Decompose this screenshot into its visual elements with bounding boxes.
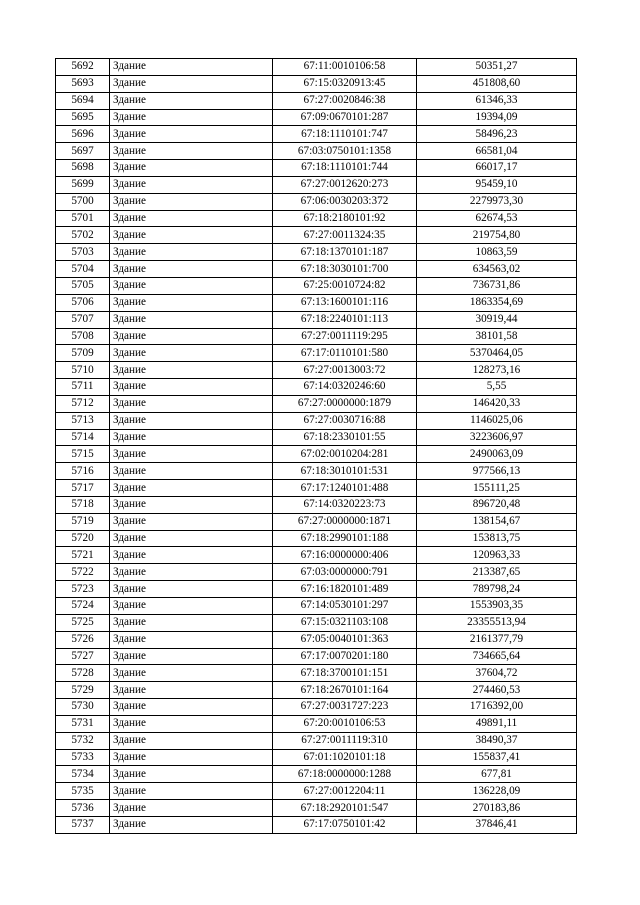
object-type-cell: Здание — [110, 732, 273, 749]
row-number-cell: 5737 — [56, 816, 110, 833]
table-row — [56, 143, 577, 160]
object-type-cell: Здание — [110, 816, 273, 833]
cadastral-value-cell: 66581,04 — [417, 143, 577, 160]
cadastral-number-cell: 67:18:2920101:547 — [273, 800, 417, 817]
cadastral-value-cell: 138154,67 — [417, 513, 577, 530]
cadastral-number-cell: 67:14:0530101:297 — [273, 598, 417, 615]
cadastral-number-cell: 67:27:0011119:310 — [273, 732, 417, 749]
table-row — [56, 446, 577, 463]
object-type-cell: Здание — [110, 766, 273, 783]
table-row — [56, 160, 577, 177]
cadastral-number-cell: 67:18:3010101:531 — [273, 463, 417, 480]
table-row — [56, 210, 577, 227]
object-type-cell: Здание — [110, 800, 273, 817]
row-number-cell: 5725 — [56, 614, 110, 631]
object-type-cell: Здание — [110, 395, 273, 412]
cadastral-value-cell: 38490,37 — [417, 732, 577, 749]
cadastral-number-cell: 67:13:1600101:116 — [273, 294, 417, 311]
table-row — [56, 496, 577, 513]
cadastral-number-cell: 67:18:1110101:747 — [273, 126, 417, 143]
cadastral-value-cell: 153813,75 — [417, 530, 577, 547]
table-row — [56, 75, 577, 92]
table-row — [56, 631, 577, 648]
row-number-cell: 5703 — [56, 244, 110, 261]
cadastral-value-cell: 155837,41 — [417, 749, 577, 766]
cadastral-value-cell: 30919,44 — [417, 311, 577, 328]
cadastral-number-cell: 67:02:0010204:281 — [273, 446, 417, 463]
cadastral-value-cell: 120963,33 — [417, 547, 577, 564]
cadastral-number-cell: 67:17:0070201:180 — [273, 648, 417, 665]
cadastral-number-cell: 67:27:0012204:11 — [273, 783, 417, 800]
cadastral-value-cell: 219754,80 — [417, 227, 577, 244]
cadastral-number-cell: 67:14:0320223:73 — [273, 496, 417, 513]
cadastral-value-cell: 2490063,09 — [417, 446, 577, 463]
cadastral-number-cell: 67:03:0000000:791 — [273, 564, 417, 581]
cadastral-value-cell: 49891,11 — [417, 715, 577, 732]
row-number-cell: 5731 — [56, 715, 110, 732]
row-number-cell: 5705 — [56, 277, 110, 294]
table-row — [56, 598, 577, 615]
cadastral-number-cell: 67:20:0010106:53 — [273, 715, 417, 732]
row-number-cell: 5701 — [56, 210, 110, 227]
cadastral-number-cell: 67:27:0011324:35 — [273, 227, 417, 244]
cadastral-value-cell: 2279973,30 — [417, 193, 577, 210]
cadastral-number-cell: 67:15:0320913:45 — [273, 75, 417, 92]
cadastral-number-cell: 67:27:0011119:295 — [273, 328, 417, 345]
table-row — [56, 261, 577, 278]
object-type-cell: Здание — [110, 227, 273, 244]
object-type-cell: Здание — [110, 547, 273, 564]
cadastral-number-cell: 67:01:1020101:18 — [273, 749, 417, 766]
row-number-cell: 5704 — [56, 261, 110, 278]
object-type-cell: Здание — [110, 429, 273, 446]
object-type-cell: Здание — [110, 294, 273, 311]
table-row — [56, 92, 577, 109]
table-row — [56, 749, 577, 766]
cadastral-value-cell: 1146025,06 — [417, 412, 577, 429]
object-type-cell: Здание — [110, 496, 273, 513]
cadastral-number-cell: 67:27:0030716:88 — [273, 412, 417, 429]
row-number-cell: 5733 — [56, 749, 110, 766]
object-type-cell: Здание — [110, 176, 273, 193]
row-number-cell: 5710 — [56, 362, 110, 379]
object-type-cell: Здание — [110, 598, 273, 615]
object-type-cell: Здание — [110, 261, 273, 278]
table-row — [56, 126, 577, 143]
object-type-cell: Здание — [110, 210, 273, 227]
row-number-cell: 5692 — [56, 59, 110, 76]
cadastral-value-cell: 62674,53 — [417, 210, 577, 227]
cadastral-number-cell: 67:25:0010724:82 — [273, 277, 417, 294]
cadastral-value-cell: 270183,86 — [417, 800, 577, 817]
object-type-cell: Здание — [110, 699, 273, 716]
row-number-cell: 5709 — [56, 345, 110, 362]
cadastral-value-cell: 1863354,69 — [417, 294, 577, 311]
row-number-cell: 5708 — [56, 328, 110, 345]
table-row — [56, 513, 577, 530]
cadastral-number-cell: 67:18:2670101:164 — [273, 682, 417, 699]
table-row — [56, 816, 577, 833]
cadastral-value-cell: 274460,53 — [417, 682, 577, 699]
cadastral-number-cell: 67:14:0320246:60 — [273, 379, 417, 396]
table-row — [56, 530, 577, 547]
table-row — [56, 800, 577, 817]
object-type-cell: Здание — [110, 513, 273, 530]
cadastral-number-cell: 67:17:0750101:42 — [273, 816, 417, 833]
cadastral-value-cell: 5,55 — [417, 379, 577, 396]
cadastral-number-cell: 67:16:0000000:406 — [273, 547, 417, 564]
object-type-cell: Здание — [110, 193, 273, 210]
row-number-cell: 5722 — [56, 564, 110, 581]
cadastral-value-cell: 677,81 — [417, 766, 577, 783]
cadastral-value-cell: 451808,60 — [417, 75, 577, 92]
table-row — [56, 109, 577, 126]
row-number-cell: 5697 — [56, 143, 110, 160]
object-type-cell: Здание — [110, 463, 273, 480]
cadastral-number-cell: 67:16:1820101:489 — [273, 581, 417, 598]
cadastral-number-cell: 67:27:0020846:38 — [273, 92, 417, 109]
cadastral-value-cell: 734665,64 — [417, 648, 577, 665]
cadastral-number-cell: 67:27:0000000:1871 — [273, 513, 417, 530]
table-row — [56, 176, 577, 193]
table-row — [56, 699, 577, 716]
cadastral-number-cell: 67:18:0000000:1288 — [273, 766, 417, 783]
object-type-cell: Здание — [110, 277, 273, 294]
table-body — [56, 59, 577, 834]
object-type-cell: Здание — [110, 715, 273, 732]
cadastral-value-cell: 634563,02 — [417, 261, 577, 278]
object-type-cell: Здание — [110, 59, 273, 76]
object-type-cell: Здание — [110, 328, 273, 345]
cadastral-number-cell: 67:15:0321103:108 — [273, 614, 417, 631]
row-number-cell: 5717 — [56, 480, 110, 497]
cadastral-value-cell: 128273,16 — [417, 362, 577, 379]
cadastral-value-cell: 1716392,00 — [417, 699, 577, 716]
row-number-cell: 5712 — [56, 395, 110, 412]
table-row — [56, 429, 577, 446]
row-number-cell: 5698 — [56, 160, 110, 177]
cadastral-number-cell: 67:09:0670101:287 — [273, 109, 417, 126]
row-number-cell: 5716 — [56, 463, 110, 480]
row-number-cell: 5724 — [56, 598, 110, 615]
cadastral-value-cell: 2161377,79 — [417, 631, 577, 648]
row-number-cell: 5713 — [56, 412, 110, 429]
table-row — [56, 345, 577, 362]
cadastral-value-cell: 155111,25 — [417, 480, 577, 497]
object-type-cell: Здание — [110, 311, 273, 328]
row-number-cell: 5730 — [56, 699, 110, 716]
cadastral-value-cell: 789798,24 — [417, 581, 577, 598]
table-row — [56, 227, 577, 244]
row-number-cell: 5695 — [56, 109, 110, 126]
object-type-cell: Здание — [110, 648, 273, 665]
cadastral-value-cell: 37846,41 — [417, 816, 577, 833]
table-row — [56, 395, 577, 412]
table-row — [56, 682, 577, 699]
cadastral-number-cell: 67:18:2240101:113 — [273, 311, 417, 328]
row-number-cell: 5729 — [56, 682, 110, 699]
table-row — [56, 614, 577, 631]
table-row — [56, 379, 577, 396]
table-row — [56, 732, 577, 749]
object-type-cell: Здание — [110, 379, 273, 396]
object-type-cell: Здание — [110, 631, 273, 648]
object-type-cell: Здание — [110, 109, 273, 126]
object-type-cell: Здание — [110, 412, 273, 429]
table-row — [56, 648, 577, 665]
object-type-cell: Здание — [110, 92, 273, 109]
table-row — [56, 783, 577, 800]
row-number-cell: 5727 — [56, 648, 110, 665]
row-number-cell: 5694 — [56, 92, 110, 109]
table-row — [56, 244, 577, 261]
table-row — [56, 463, 577, 480]
row-number-cell: 5699 — [56, 176, 110, 193]
object-type-cell: Здание — [110, 446, 273, 463]
object-type-cell: Здание — [110, 682, 273, 699]
cadastral-value-cell: 1553903,35 — [417, 598, 577, 615]
table-row — [56, 294, 577, 311]
table-row — [56, 277, 577, 294]
cadastral-value-cell: 5370464,05 — [417, 345, 577, 362]
cadastral-number-cell: 67:18:3030101:700 — [273, 261, 417, 278]
cadastral-number-cell: 67:27:0031727:223 — [273, 699, 417, 716]
table-row — [56, 328, 577, 345]
cadastral-number-cell: 67:17:1240101:488 — [273, 480, 417, 497]
object-type-cell: Здание — [110, 480, 273, 497]
row-number-cell: 5714 — [56, 429, 110, 446]
cadastral-value-cell: 19394,09 — [417, 109, 577, 126]
cadastral-number-cell: 67:05:0040101:363 — [273, 631, 417, 648]
table-row — [56, 311, 577, 328]
table-row — [56, 480, 577, 497]
row-number-cell: 5723 — [56, 581, 110, 598]
object-type-cell: Здание — [110, 783, 273, 800]
table-row — [56, 547, 577, 564]
cadastral-value-cell: 736731,86 — [417, 277, 577, 294]
cadastral-number-cell: 67:17:0110101:580 — [273, 345, 417, 362]
cadastral-number-cell: 67:18:3700101:151 — [273, 665, 417, 682]
row-number-cell: 5700 — [56, 193, 110, 210]
object-type-cell: Здание — [110, 160, 273, 177]
row-number-cell: 5719 — [56, 513, 110, 530]
object-type-cell: Здание — [110, 581, 273, 598]
cadastral-value-cell: 10863,59 — [417, 244, 577, 261]
row-number-cell: 5718 — [56, 496, 110, 513]
row-number-cell: 5734 — [56, 766, 110, 783]
cadastral-number-cell: 67:18:1370101:187 — [273, 244, 417, 261]
row-number-cell: 5728 — [56, 665, 110, 682]
table-row — [56, 412, 577, 429]
row-number-cell: 5735 — [56, 783, 110, 800]
object-type-cell: Здание — [110, 530, 273, 547]
table-row — [56, 665, 577, 682]
cadastral-value-cell: 58496,23 — [417, 126, 577, 143]
cadastral-value-cell: 136228,09 — [417, 783, 577, 800]
object-type-cell: Здание — [110, 614, 273, 631]
table-row — [56, 564, 577, 581]
object-type-cell: Здание — [110, 564, 273, 581]
cadastral-value-cell: 61346,33 — [417, 92, 577, 109]
object-type-cell: Здание — [110, 143, 273, 160]
object-type-cell: Здание — [110, 75, 273, 92]
object-type-cell: Здание — [110, 665, 273, 682]
cadastral-value-cell: 896720,48 — [417, 496, 577, 513]
table-row — [56, 581, 577, 598]
row-number-cell: 5693 — [56, 75, 110, 92]
row-number-cell: 5736 — [56, 800, 110, 817]
cadastral-value-cell: 66017,17 — [417, 160, 577, 177]
object-type-cell: Здание — [110, 244, 273, 261]
cadastral-value-cell: 3223606,97 — [417, 429, 577, 446]
object-type-cell: Здание — [110, 345, 273, 362]
cadastral-number-cell: 67:27:0000000:1879 — [273, 395, 417, 412]
cadastral-number-cell: 67:18:2990101:188 — [273, 530, 417, 547]
cadastral-number-cell: 67:18:2330101:55 — [273, 429, 417, 446]
cadastral-number-cell: 67:06:0030203:372 — [273, 193, 417, 210]
row-number-cell: 5721 — [56, 547, 110, 564]
row-number-cell: 5707 — [56, 311, 110, 328]
cadastral-number-cell: 67:11:0010106:58 — [273, 59, 417, 76]
cadastral-value-cell: 213387,65 — [417, 564, 577, 581]
row-number-cell: 5732 — [56, 732, 110, 749]
cadastral-value-cell: 23355513,94 — [417, 614, 577, 631]
row-number-cell: 5720 — [56, 530, 110, 547]
cadastral-value-cell: 146420,33 — [417, 395, 577, 412]
row-number-cell: 5706 — [56, 294, 110, 311]
property-table — [55, 58, 577, 834]
cadastral-value-cell: 38101,58 — [417, 328, 577, 345]
cadastral-value-cell: 95459,10 — [417, 176, 577, 193]
cadastral-value-cell: 37604,72 — [417, 665, 577, 682]
object-type-cell: Здание — [110, 126, 273, 143]
object-type-cell: Здание — [110, 362, 273, 379]
table-row — [56, 59, 577, 76]
table-row — [56, 715, 577, 732]
cadastral-value-cell: 50351,27 — [417, 59, 577, 76]
row-number-cell: 5702 — [56, 227, 110, 244]
table-row — [56, 766, 577, 783]
table-row — [56, 362, 577, 379]
row-number-cell: 5726 — [56, 631, 110, 648]
row-number-cell: 5696 — [56, 126, 110, 143]
object-type-cell: Здание — [110, 749, 273, 766]
row-number-cell: 5711 — [56, 379, 110, 396]
cadastral-number-cell: 67:03:0750101:1358 — [273, 143, 417, 160]
row-number-cell: 5715 — [56, 446, 110, 463]
cadastral-value-cell: 977566,13 — [417, 463, 577, 480]
cadastral-number-cell: 67:27:0013003:72 — [273, 362, 417, 379]
cadastral-number-cell: 67:18:2180101:92 — [273, 210, 417, 227]
cadastral-number-cell: 67:18:1110101:744 — [273, 160, 417, 177]
cadastral-number-cell: 67:27:0012620:273 — [273, 176, 417, 193]
table-row — [56, 193, 577, 210]
